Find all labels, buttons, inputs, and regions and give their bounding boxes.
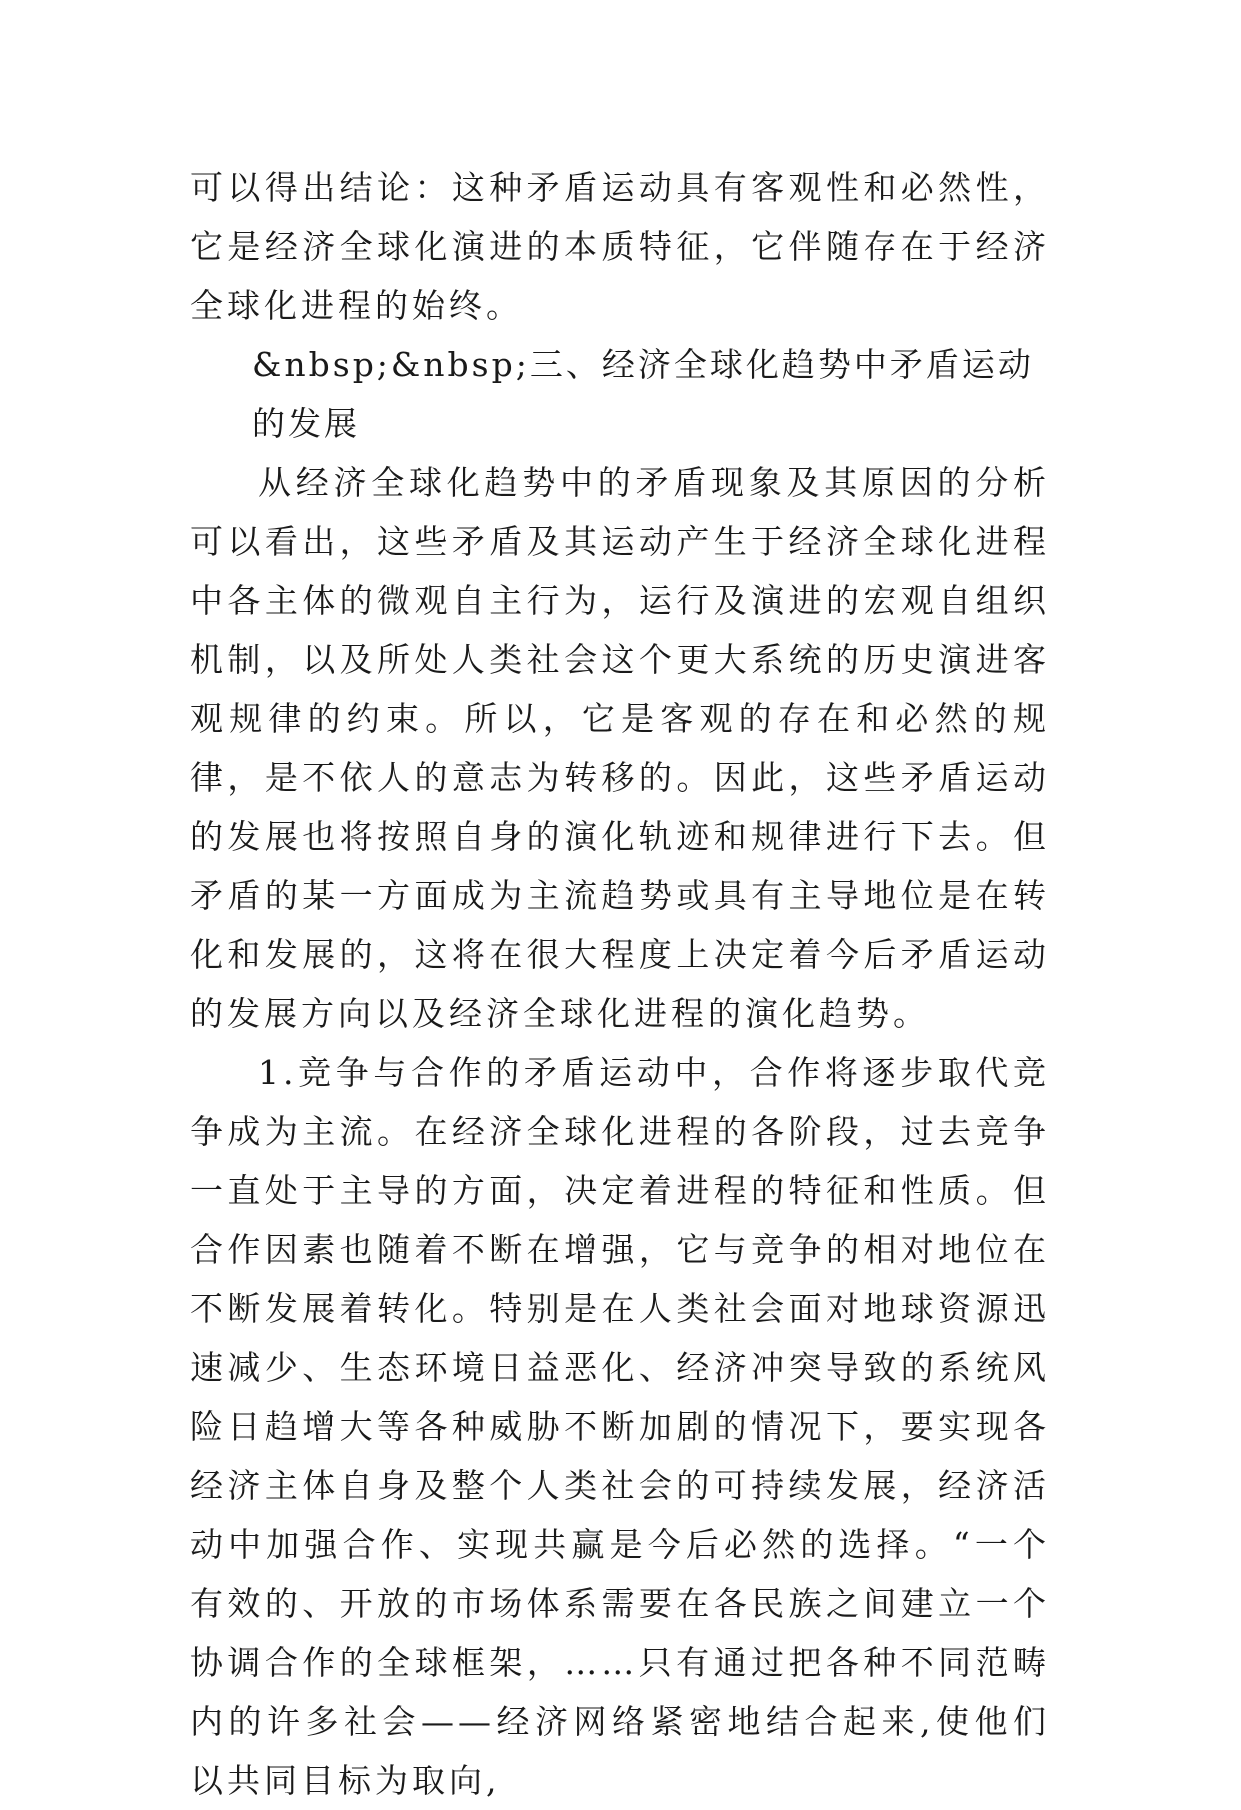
section-heading: &nbsp;&nbsp;三、经济全球化趋势中矛盾运动的发展: [252, 345, 1034, 443]
paragraph-analysis: 从经济全球化趋势中的矛盾现象及其原因的分析可以看出，这些矛盾及其运动产生于经济全球化进程中各主体的微观自主行为，运行及演进的宏观自组织机制，以及所处人类社会这个更大系统的历史演进客观规律的约束。所以，它是客观的存在和必然的规律，是不依人的意志为转移的。因此，这些矛盾运动的发展也将按照自身的演化轨迹和规律进行下去。但矛盾的某一方面成为主流趋势或具有主导地位是在转化和发展的，这将在很大程度上决定着今后矛盾运动的发展方向以及经济全球化进程的演化趋势。: [190, 463, 1050, 1033]
paragraph-conclusion: 可以得出结论：这种矛盾运动具有客观性和必然性，它是经济全球化演进的本质特征，它伴随存在于经济全球化进程的始终。: [190, 168, 1050, 325]
document-body: [190, 158, 1050, 1810]
paragraph-competition-cooperation: 1.竞争与合作的矛盾运动中，合作将逐步取代竞争成为主流。在经济全球化进程的各阶段，过去竞争一直处于主导的方面，决定着进程的特征和性质。但合作因素也随着不断在增强，它与竞争的相对地位在不断发展着转化。特别是在人类社会面对地球资源迅速减少、生态环境日益恶化、经济冲突导致的系统风险日趋增大等各种威胁不断加剧的情况下，要实现各经济主体自身及整个人类社会的可持续发展，经济活动中加强合作、实现共赢是今后必然的选择。“一个有效的、开放的市场体系需要在各民族之间建立一个协调合作的全球框架，……只有通过把各种不同范畴内的许多社会——经济网络紧密地结合起来,使他们以共同目标为取向,: [190, 1053, 1050, 1800]
